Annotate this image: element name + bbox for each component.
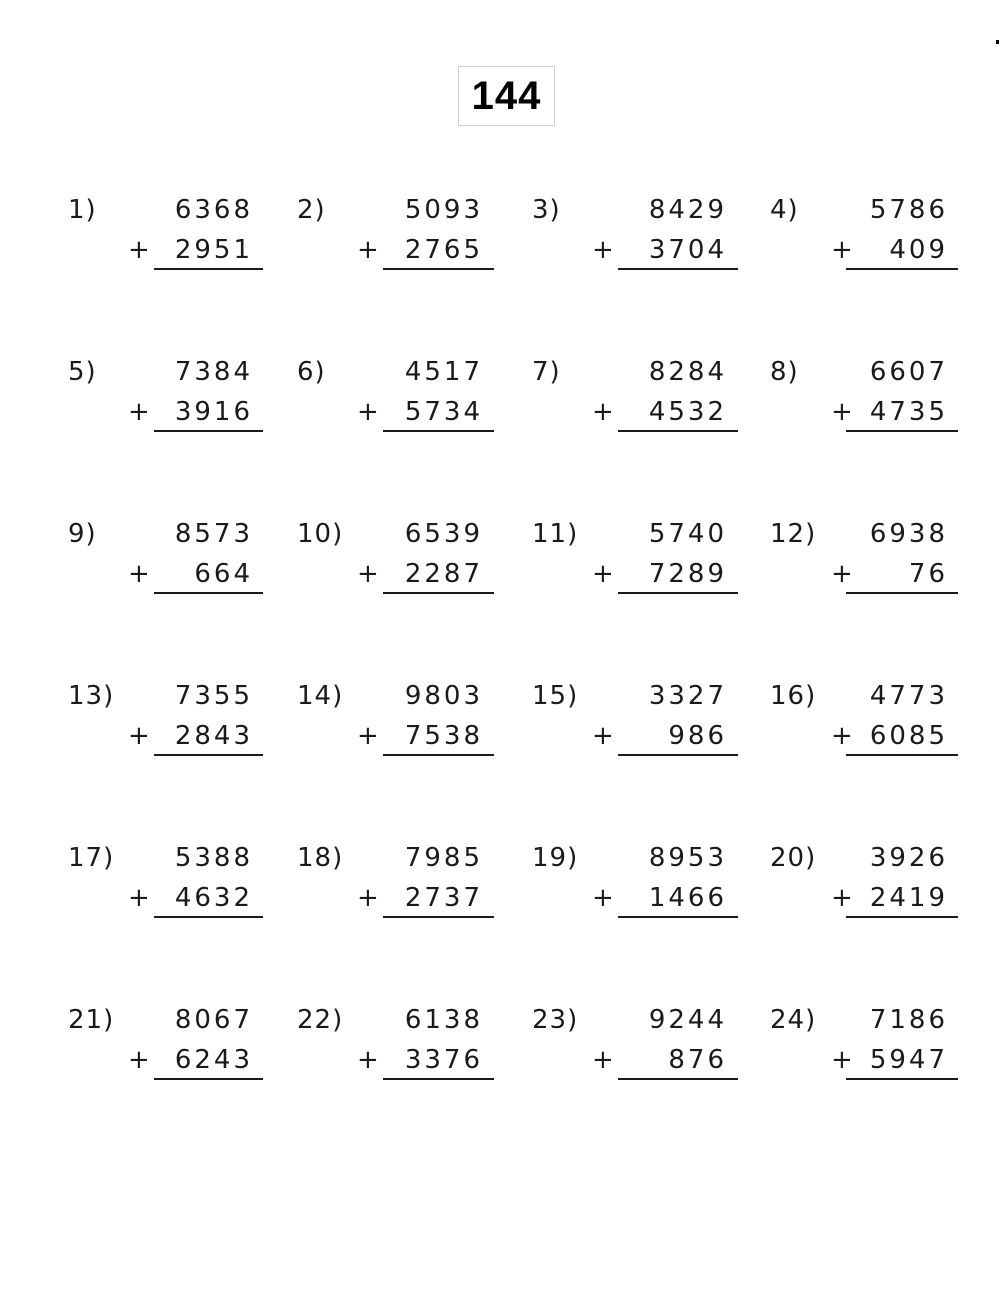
plus-sign: + bbox=[831, 883, 853, 913]
answer-line bbox=[846, 592, 958, 594]
answer-line bbox=[154, 592, 263, 594]
worksheet-title: 144 bbox=[458, 66, 555, 126]
problem-number: 24) bbox=[770, 1005, 817, 1035]
answer-line bbox=[846, 1078, 958, 1080]
addend-top: 7355 bbox=[174, 681, 253, 711]
answer-line bbox=[846, 430, 958, 432]
addend-top: 5740 bbox=[648, 519, 727, 549]
answer-line bbox=[383, 916, 494, 918]
addend-top: 9803 bbox=[404, 681, 483, 711]
addend-bottom: 4632 bbox=[174, 883, 253, 913]
addend-top: 6368 bbox=[174, 195, 253, 225]
problem-number: 11) bbox=[532, 519, 579, 549]
addend-bottom: 3916 bbox=[174, 397, 253, 427]
addend-top: 7985 bbox=[404, 843, 483, 873]
addend-bottom: 6243 bbox=[174, 1045, 253, 1075]
plus-sign: + bbox=[831, 1045, 853, 1075]
plus-sign: + bbox=[128, 883, 150, 913]
problem-number: 5) bbox=[68, 357, 97, 387]
plus-sign: + bbox=[592, 559, 614, 589]
addend-bottom: 7289 bbox=[648, 559, 727, 589]
problem-number: 18) bbox=[297, 843, 344, 873]
problem-number: 14) bbox=[297, 681, 344, 711]
addend-top: 7384 bbox=[174, 357, 253, 387]
addend-top: 8573 bbox=[174, 519, 253, 549]
addend-bottom: 7538 bbox=[404, 721, 483, 751]
addend-bottom: 1466 bbox=[648, 883, 727, 913]
plus-sign: + bbox=[592, 721, 614, 751]
addend-top: 8429 bbox=[648, 195, 727, 225]
plus-sign: + bbox=[831, 397, 853, 427]
addend-bottom: 986 bbox=[668, 721, 727, 751]
addend-bottom: 3704 bbox=[648, 235, 727, 265]
problem-number: 9) bbox=[68, 519, 97, 549]
addend-bottom: 5734 bbox=[404, 397, 483, 427]
answer-line bbox=[383, 1078, 494, 1080]
problem-number: 3) bbox=[532, 195, 561, 225]
problem-number: 7) bbox=[532, 357, 561, 387]
problem-number: 1) bbox=[68, 195, 97, 225]
plus-sign: + bbox=[592, 883, 614, 913]
addend-bottom: 876 bbox=[668, 1045, 727, 1075]
problem-number: 16) bbox=[770, 681, 817, 711]
plus-sign: + bbox=[128, 559, 150, 589]
addend-top: 8067 bbox=[174, 1005, 253, 1035]
answer-line bbox=[154, 430, 263, 432]
problem-number: 17) bbox=[68, 843, 115, 873]
answer-line bbox=[618, 916, 738, 918]
problem-number: 2) bbox=[297, 195, 326, 225]
problem-number: 21) bbox=[68, 1005, 115, 1035]
plus-sign: + bbox=[592, 235, 614, 265]
addend-bottom: 4735 bbox=[869, 397, 948, 427]
problem-number: 13) bbox=[68, 681, 115, 711]
answer-line bbox=[846, 754, 958, 756]
answer-line bbox=[618, 430, 738, 432]
addend-top: 5786 bbox=[869, 195, 948, 225]
addend-top: 6607 bbox=[869, 357, 948, 387]
answer-line bbox=[618, 1078, 738, 1080]
plus-sign: + bbox=[831, 235, 853, 265]
problem-number: 20) bbox=[770, 843, 817, 873]
plus-sign: + bbox=[357, 883, 379, 913]
answer-line bbox=[618, 268, 738, 270]
addend-bottom: 2287 bbox=[404, 559, 483, 589]
plus-sign: + bbox=[128, 397, 150, 427]
answer-line bbox=[618, 592, 738, 594]
addend-top: 6138 bbox=[404, 1005, 483, 1035]
answer-line bbox=[383, 592, 494, 594]
addend-bottom: 409 bbox=[889, 235, 948, 265]
answer-line bbox=[383, 430, 494, 432]
addend-top: 5388 bbox=[174, 843, 253, 873]
addend-bottom: 2737 bbox=[404, 883, 483, 913]
plus-sign: + bbox=[592, 397, 614, 427]
addend-top: 3327 bbox=[648, 681, 727, 711]
answer-line bbox=[383, 268, 494, 270]
addend-bottom: 2951 bbox=[174, 235, 253, 265]
plus-sign: + bbox=[357, 1045, 379, 1075]
addend-top: 7186 bbox=[869, 1005, 948, 1035]
addend-bottom: 664 bbox=[194, 559, 253, 589]
addend-top: 4773 bbox=[869, 681, 948, 711]
problem-number: 6) bbox=[297, 357, 326, 387]
addend-top: 9244 bbox=[648, 1005, 727, 1035]
problem-number: 22) bbox=[297, 1005, 344, 1035]
addend-top: 6539 bbox=[404, 519, 483, 549]
answer-line bbox=[154, 268, 263, 270]
addend-bottom: 2843 bbox=[174, 721, 253, 751]
plus-sign: + bbox=[128, 721, 150, 751]
plus-sign: + bbox=[592, 1045, 614, 1075]
answer-line bbox=[154, 916, 263, 918]
problem-number: 12) bbox=[770, 519, 817, 549]
addend-bottom: 2419 bbox=[869, 883, 948, 913]
addend-bottom: 4532 bbox=[648, 397, 727, 427]
answer-line bbox=[383, 754, 494, 756]
problem-number: 23) bbox=[532, 1005, 579, 1035]
problem-number: 19) bbox=[532, 843, 579, 873]
addend-top: 6938 bbox=[869, 519, 948, 549]
addend-bottom: 2765 bbox=[404, 235, 483, 265]
plus-sign: + bbox=[357, 235, 379, 265]
plus-sign: + bbox=[357, 559, 379, 589]
problem-number: 8) bbox=[770, 357, 799, 387]
answer-line bbox=[154, 754, 263, 756]
plus-sign: + bbox=[357, 721, 379, 751]
problem-number: 10) bbox=[297, 519, 344, 549]
answer-line bbox=[846, 916, 958, 918]
addend-bottom: 5947 bbox=[869, 1045, 948, 1075]
plus-sign: + bbox=[831, 721, 853, 751]
problem-number: 4) bbox=[770, 195, 799, 225]
addend-top: 5093 bbox=[404, 195, 483, 225]
answer-line bbox=[618, 754, 738, 756]
addend-bottom: 3376 bbox=[404, 1045, 483, 1075]
plus-sign: + bbox=[357, 397, 379, 427]
addend-top: 4517 bbox=[404, 357, 483, 387]
answer-line bbox=[846, 268, 958, 270]
addend-top: 8953 bbox=[648, 843, 727, 873]
plus-sign: + bbox=[128, 235, 150, 265]
answer-line bbox=[154, 1078, 263, 1080]
addend-top: 3926 bbox=[869, 843, 948, 873]
problem-number: 15) bbox=[532, 681, 579, 711]
plus-sign: + bbox=[831, 559, 853, 589]
addend-bottom: 6085 bbox=[869, 721, 948, 751]
addend-bottom: 76 bbox=[908, 559, 948, 589]
addend-top: 8284 bbox=[648, 357, 727, 387]
plus-sign: + bbox=[128, 1045, 150, 1075]
